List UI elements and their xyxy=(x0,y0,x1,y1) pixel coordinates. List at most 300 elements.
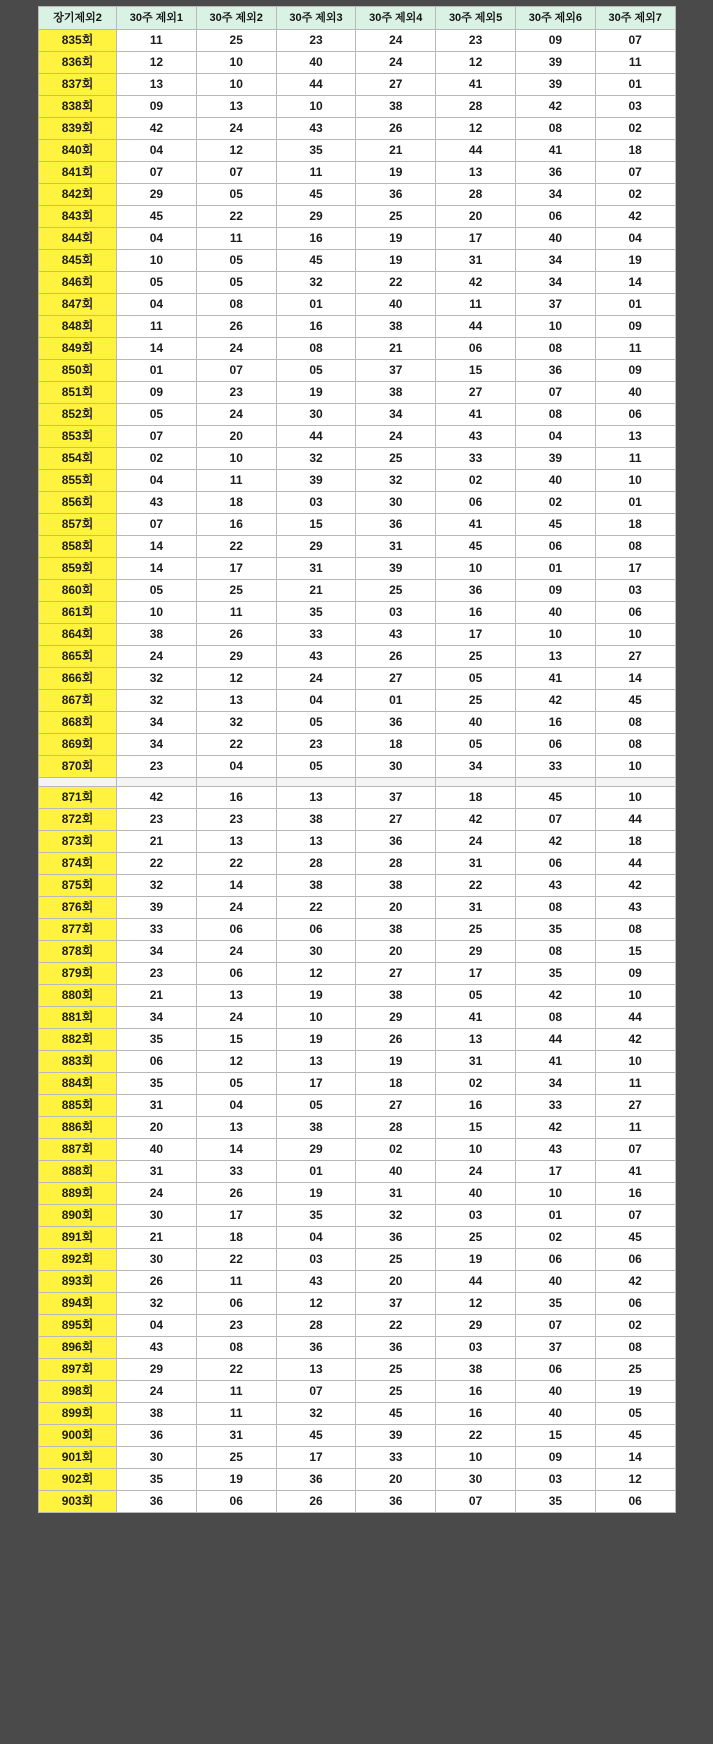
round-label: 874회 xyxy=(39,853,117,875)
number-cell: 25 xyxy=(356,448,436,470)
number-cell: 14 xyxy=(595,1447,675,1469)
number-cell: 17 xyxy=(196,558,276,580)
number-cell: 10 xyxy=(595,787,675,809)
number-cell: 13 xyxy=(117,74,197,96)
number-cell: 09 xyxy=(595,360,675,382)
number-cell: 36 xyxy=(276,1337,356,1359)
number-cell: 07 xyxy=(515,809,595,831)
divider-cell xyxy=(196,778,276,787)
round-label: 894회 xyxy=(39,1293,117,1315)
number-cell: 10 xyxy=(436,558,516,580)
number-cell: 10 xyxy=(595,756,675,778)
number-cell: 32 xyxy=(117,690,197,712)
number-cell: 10 xyxy=(515,1183,595,1205)
table-row xyxy=(39,404,676,426)
number-cell: 13 xyxy=(276,1051,356,1073)
number-cell: 40 xyxy=(515,602,595,624)
number-cell: 39 xyxy=(515,448,595,470)
number-cell: 24 xyxy=(196,404,276,426)
round-label: 846회 xyxy=(39,272,117,294)
number-cell: 12 xyxy=(196,668,276,690)
table-row xyxy=(39,1293,676,1315)
table-row xyxy=(39,875,676,897)
number-cell: 18 xyxy=(196,1227,276,1249)
number-cell: 34 xyxy=(356,404,436,426)
number-cell: 19 xyxy=(356,1051,436,1073)
number-cell: 45 xyxy=(595,690,675,712)
number-cell: 22 xyxy=(196,734,276,756)
number-cell: 41 xyxy=(515,1051,595,1073)
round-label: 902회 xyxy=(39,1469,117,1491)
number-cell: 07 xyxy=(117,426,197,448)
number-cell: 12 xyxy=(436,118,516,140)
number-cell: 16 xyxy=(436,1403,516,1425)
table-row xyxy=(39,1051,676,1073)
number-cell: 26 xyxy=(356,646,436,668)
number-cell: 05 xyxy=(276,360,356,382)
table-row xyxy=(39,624,676,646)
round-label: 836회 xyxy=(39,52,117,74)
number-cell: 19 xyxy=(356,250,436,272)
round-label: 877회 xyxy=(39,919,117,941)
number-cell: 11 xyxy=(196,602,276,624)
number-cell: 03 xyxy=(515,1469,595,1491)
number-cell: 25 xyxy=(436,1227,516,1249)
number-cell: 14 xyxy=(595,668,675,690)
round-label: 884회 xyxy=(39,1073,117,1095)
number-cell: 01 xyxy=(595,294,675,316)
number-cell: 24 xyxy=(356,52,436,74)
column-header-30w-excl-3: 30주 제외3 xyxy=(276,7,356,30)
number-cell: 39 xyxy=(515,52,595,74)
round-label: 851회 xyxy=(39,382,117,404)
round-label: 889회 xyxy=(39,1183,117,1205)
number-cell: 43 xyxy=(436,426,516,448)
table-row xyxy=(39,360,676,382)
round-label: 876회 xyxy=(39,897,117,919)
number-cell: 34 xyxy=(117,734,197,756)
round-label: 883회 xyxy=(39,1051,117,1073)
table-row xyxy=(39,1381,676,1403)
number-cell: 07 xyxy=(117,514,197,536)
round-label: 860회 xyxy=(39,580,117,602)
number-cell: 25 xyxy=(436,646,516,668)
round-label: 869회 xyxy=(39,734,117,756)
number-cell: 45 xyxy=(515,787,595,809)
number-cell: 07 xyxy=(196,162,276,184)
number-cell: 21 xyxy=(356,338,436,360)
number-cell: 18 xyxy=(595,831,675,853)
number-cell: 24 xyxy=(196,897,276,919)
number-cell: 25 xyxy=(356,1359,436,1381)
number-cell: 16 xyxy=(595,1183,675,1205)
table-row xyxy=(39,426,676,448)
number-cell: 40 xyxy=(515,470,595,492)
number-cell: 01 xyxy=(515,1205,595,1227)
number-cell: 26 xyxy=(196,1183,276,1205)
number-cell: 03 xyxy=(436,1337,516,1359)
number-cell: 07 xyxy=(117,162,197,184)
table-row xyxy=(39,30,676,52)
number-cell: 02 xyxy=(117,448,197,470)
table-row xyxy=(39,558,676,580)
number-cell: 43 xyxy=(595,897,675,919)
number-cell: 30 xyxy=(117,1447,197,1469)
number-cell: 19 xyxy=(196,1469,276,1491)
number-cell: 04 xyxy=(117,140,197,162)
number-cell: 05 xyxy=(117,404,197,426)
number-cell: 12 xyxy=(436,1293,516,1315)
number-cell: 24 xyxy=(436,1161,516,1183)
number-cell: 12 xyxy=(436,52,516,74)
number-cell: 35 xyxy=(117,1469,197,1491)
round-label: 903회 xyxy=(39,1491,117,1513)
number-cell: 10 xyxy=(196,448,276,470)
number-cell: 05 xyxy=(117,272,197,294)
number-cell: 40 xyxy=(436,712,516,734)
number-cell: 22 xyxy=(356,272,436,294)
number-cell: 14 xyxy=(117,558,197,580)
number-cell: 42 xyxy=(515,1117,595,1139)
round-label: 897회 xyxy=(39,1359,117,1381)
number-cell: 38 xyxy=(356,382,436,404)
table-row xyxy=(39,897,676,919)
column-header-30w-excl-7: 30주 제외7 xyxy=(595,7,675,30)
table-row xyxy=(39,448,676,470)
round-label: 841회 xyxy=(39,162,117,184)
number-cell: 32 xyxy=(196,712,276,734)
number-cell: 11 xyxy=(595,1073,675,1095)
number-cell: 18 xyxy=(595,140,675,162)
round-label: 861회 xyxy=(39,602,117,624)
number-cell: 34 xyxy=(117,712,197,734)
round-label: 872회 xyxy=(39,809,117,831)
number-cell: 32 xyxy=(117,1293,197,1315)
number-cell: 06 xyxy=(117,1051,197,1073)
number-cell: 38 xyxy=(356,316,436,338)
round-label: 858회 xyxy=(39,536,117,558)
table-row xyxy=(39,1007,676,1029)
number-cell: 12 xyxy=(196,1051,276,1073)
number-cell: 44 xyxy=(276,74,356,96)
number-cell: 26 xyxy=(356,1029,436,1051)
number-cell: 35 xyxy=(117,1073,197,1095)
divider-cell xyxy=(39,778,117,787)
table-body xyxy=(39,30,676,1513)
number-cell: 16 xyxy=(196,514,276,536)
number-cell: 34 xyxy=(515,1073,595,1095)
number-cell: 34 xyxy=(117,1007,197,1029)
number-cell: 16 xyxy=(276,316,356,338)
number-cell: 04 xyxy=(117,294,197,316)
number-cell: 06 xyxy=(515,1249,595,1271)
number-cell: 22 xyxy=(196,853,276,875)
number-cell: 42 xyxy=(436,809,516,831)
table-row xyxy=(39,1095,676,1117)
number-cell: 33 xyxy=(436,448,516,470)
round-label: 857회 xyxy=(39,514,117,536)
table-row xyxy=(39,1469,676,1491)
number-cell: 08 xyxy=(515,404,595,426)
number-cell: 08 xyxy=(595,1337,675,1359)
number-cell: 42 xyxy=(515,96,595,118)
number-cell: 33 xyxy=(117,919,197,941)
number-cell: 04 xyxy=(117,1315,197,1337)
number-cell: 09 xyxy=(117,382,197,404)
table-row xyxy=(39,514,676,536)
number-cell: 32 xyxy=(276,448,356,470)
number-cell: 21 xyxy=(117,831,197,853)
divider-cell xyxy=(515,778,595,787)
number-cell: 15 xyxy=(276,514,356,536)
number-cell: 10 xyxy=(196,52,276,74)
number-cell: 06 xyxy=(515,536,595,558)
number-cell: 40 xyxy=(515,1381,595,1403)
number-cell: 11 xyxy=(595,1117,675,1139)
number-cell: 13 xyxy=(196,1117,276,1139)
table-row xyxy=(39,1491,676,1513)
round-label: 842회 xyxy=(39,184,117,206)
table-row xyxy=(39,853,676,875)
number-cell: 30 xyxy=(276,404,356,426)
number-cell: 08 xyxy=(276,338,356,360)
number-cell: 15 xyxy=(595,941,675,963)
table-row xyxy=(39,831,676,853)
number-cell: 06 xyxy=(595,1491,675,1513)
number-cell: 19 xyxy=(595,250,675,272)
round-label: 886회 xyxy=(39,1117,117,1139)
number-cell: 38 xyxy=(117,1403,197,1425)
number-cell: 39 xyxy=(356,1425,436,1447)
number-cell: 29 xyxy=(356,1007,436,1029)
table-row xyxy=(39,941,676,963)
number-cell: 30 xyxy=(356,492,436,514)
divider-cell xyxy=(117,778,197,787)
number-cell: 23 xyxy=(276,734,356,756)
number-cell: 09 xyxy=(595,963,675,985)
number-cell: 08 xyxy=(515,941,595,963)
number-cell: 11 xyxy=(595,448,675,470)
number-cell: 27 xyxy=(356,809,436,831)
number-cell: 37 xyxy=(356,360,436,382)
number-cell: 10 xyxy=(595,1051,675,1073)
number-cell: 36 xyxy=(515,360,595,382)
number-cell: 10 xyxy=(595,470,675,492)
round-label: 859회 xyxy=(39,558,117,580)
number-cell: 06 xyxy=(196,963,276,985)
number-cell: 37 xyxy=(515,1337,595,1359)
number-cell: 38 xyxy=(276,1117,356,1139)
round-label: 845회 xyxy=(39,250,117,272)
table-row xyxy=(39,787,676,809)
number-cell: 09 xyxy=(515,30,595,52)
number-cell: 25 xyxy=(196,1447,276,1469)
number-cell: 08 xyxy=(196,1337,276,1359)
number-cell: 30 xyxy=(117,1205,197,1227)
number-cell: 17 xyxy=(276,1073,356,1095)
number-cell: 22 xyxy=(196,1249,276,1271)
number-cell: 16 xyxy=(276,228,356,250)
table-row xyxy=(39,1117,676,1139)
number-cell: 20 xyxy=(196,426,276,448)
number-cell: 25 xyxy=(196,580,276,602)
number-cell: 13 xyxy=(436,162,516,184)
number-cell: 30 xyxy=(356,756,436,778)
table-row xyxy=(39,118,676,140)
number-cell: 08 xyxy=(515,1007,595,1029)
column-header-30w-excl-1: 30주 제외1 xyxy=(117,7,197,30)
number-cell: 09 xyxy=(515,1447,595,1469)
number-cell: 45 xyxy=(356,1403,436,1425)
round-label: 844회 xyxy=(39,228,117,250)
number-cell: 42 xyxy=(595,1029,675,1051)
table-row xyxy=(39,690,676,712)
number-cell: 05 xyxy=(196,272,276,294)
number-cell: 35 xyxy=(515,963,595,985)
number-cell: 38 xyxy=(117,624,197,646)
number-cell: 04 xyxy=(117,228,197,250)
number-cell: 07 xyxy=(436,1491,516,1513)
number-cell: 29 xyxy=(117,184,197,206)
table-row xyxy=(39,1073,676,1095)
table-row xyxy=(39,162,676,184)
number-cell: 40 xyxy=(276,52,356,74)
number-cell: 45 xyxy=(276,1425,356,1447)
number-cell: 05 xyxy=(196,250,276,272)
number-cell: 07 xyxy=(276,1381,356,1403)
number-cell: 13 xyxy=(515,646,595,668)
number-cell: 36 xyxy=(356,712,436,734)
number-cell: 32 xyxy=(356,1205,436,1227)
number-cell: 45 xyxy=(595,1227,675,1249)
number-cell: 27 xyxy=(595,1095,675,1117)
number-cell: 08 xyxy=(515,338,595,360)
number-cell: 11 xyxy=(595,52,675,74)
column-header-30w-excl-2: 30주 제외2 xyxy=(196,7,276,30)
table-row xyxy=(39,184,676,206)
round-label: 868회 xyxy=(39,712,117,734)
number-cell: 17 xyxy=(196,1205,276,1227)
number-cell: 01 xyxy=(276,294,356,316)
number-cell: 21 xyxy=(117,985,197,1007)
number-cell: 26 xyxy=(196,624,276,646)
number-cell: 03 xyxy=(276,1249,356,1271)
number-cell: 41 xyxy=(436,514,516,536)
table-row xyxy=(39,602,676,624)
number-cell: 42 xyxy=(117,118,197,140)
number-cell: 44 xyxy=(436,140,516,162)
number-cell: 06 xyxy=(595,1249,675,1271)
table-row xyxy=(39,668,676,690)
number-cell: 24 xyxy=(276,668,356,690)
number-cell: 34 xyxy=(436,756,516,778)
table-header xyxy=(39,7,676,30)
number-cell: 41 xyxy=(595,1161,675,1183)
number-cell: 35 xyxy=(515,919,595,941)
round-label: 878회 xyxy=(39,941,117,963)
number-cell: 36 xyxy=(356,831,436,853)
number-cell: 13 xyxy=(276,1359,356,1381)
table-row xyxy=(39,1227,676,1249)
number-cell: 28 xyxy=(276,853,356,875)
round-label: 890회 xyxy=(39,1205,117,1227)
number-cell: 12 xyxy=(196,140,276,162)
number-cell: 35 xyxy=(515,1491,595,1513)
table-row xyxy=(39,536,676,558)
number-cell: 34 xyxy=(515,184,595,206)
number-cell: 13 xyxy=(196,985,276,1007)
number-cell: 16 xyxy=(196,787,276,809)
number-cell: 11 xyxy=(117,316,197,338)
round-label: 887회 xyxy=(39,1139,117,1161)
number-cell: 24 xyxy=(117,646,197,668)
number-cell: 34 xyxy=(515,250,595,272)
number-cell: 02 xyxy=(595,1315,675,1337)
round-label: 867회 xyxy=(39,690,117,712)
number-cell: 45 xyxy=(117,206,197,228)
number-cell: 12 xyxy=(276,963,356,985)
number-cell: 03 xyxy=(276,492,356,514)
number-cell: 25 xyxy=(356,1381,436,1403)
number-cell: 31 xyxy=(436,853,516,875)
number-cell: 29 xyxy=(436,941,516,963)
round-label: 865회 xyxy=(39,646,117,668)
number-cell: 39 xyxy=(276,470,356,492)
number-cell: 31 xyxy=(117,1161,197,1183)
number-cell: 08 xyxy=(515,118,595,140)
number-cell: 28 xyxy=(356,853,436,875)
table-row xyxy=(39,470,676,492)
number-cell: 37 xyxy=(356,787,436,809)
number-cell: 38 xyxy=(436,1359,516,1381)
number-cell: 31 xyxy=(436,1051,516,1073)
number-cell: 22 xyxy=(356,1315,436,1337)
table-row xyxy=(39,1337,676,1359)
number-cell: 18 xyxy=(436,787,516,809)
table-row xyxy=(39,985,676,1007)
table-row xyxy=(39,1205,676,1227)
number-cell: 10 xyxy=(196,74,276,96)
section-divider xyxy=(39,778,676,787)
number-cell: 23 xyxy=(196,382,276,404)
number-cell: 31 xyxy=(356,1183,436,1205)
table-row xyxy=(39,140,676,162)
column-header-30w-excl-6: 30주 제외6 xyxy=(515,7,595,30)
number-cell: 20 xyxy=(356,1271,436,1293)
number-cell: 05 xyxy=(436,734,516,756)
number-cell: 22 xyxy=(436,1425,516,1447)
number-cell: 27 xyxy=(356,74,436,96)
number-cell: 10 xyxy=(595,624,675,646)
round-label: 870회 xyxy=(39,756,117,778)
number-cell: 04 xyxy=(117,470,197,492)
number-cell: 02 xyxy=(436,1073,516,1095)
number-cell: 13 xyxy=(276,831,356,853)
number-cell: 19 xyxy=(595,1381,675,1403)
number-cell: 23 xyxy=(196,809,276,831)
number-cell: 16 xyxy=(515,712,595,734)
number-cell: 40 xyxy=(117,1139,197,1161)
number-cell: 24 xyxy=(436,831,516,853)
number-cell: 16 xyxy=(436,1095,516,1117)
number-cell: 04 xyxy=(276,690,356,712)
number-cell: 03 xyxy=(356,602,436,624)
number-cell: 05 xyxy=(117,580,197,602)
number-cell: 17 xyxy=(595,558,675,580)
round-label: 848회 xyxy=(39,316,117,338)
number-cell: 01 xyxy=(276,1161,356,1183)
number-cell: 31 xyxy=(356,536,436,558)
